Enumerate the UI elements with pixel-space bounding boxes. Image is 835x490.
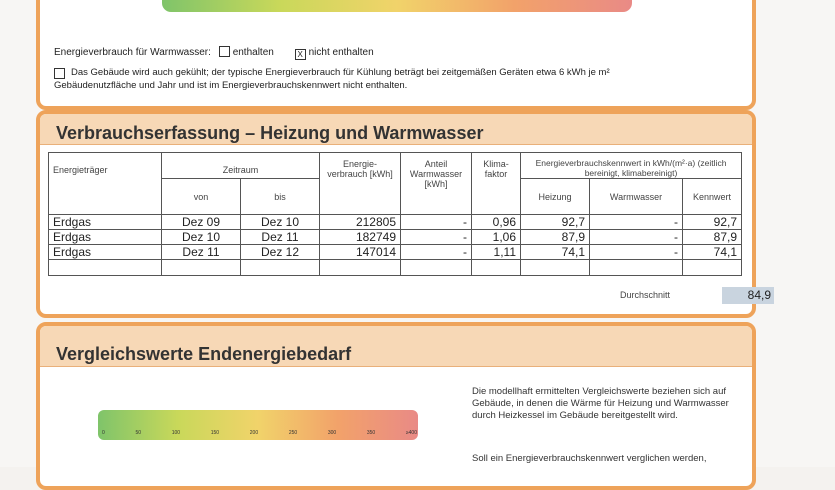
scale-label: 300 [327,430,337,436]
col-von: von [162,179,241,215]
scale-label: 100 [171,430,181,436]
cell-verbrauch: 182749 [320,230,401,245]
cell-warmwasser: - [590,215,683,230]
cell-bis: Dez 10 [241,215,320,230]
energy-scale-bar [162,0,632,12]
col-verbrauch: Energie-verbrauch [kWh] [320,153,401,215]
table-row-empty [49,260,742,276]
cell-heizung: 74,1 [521,245,590,260]
col-bis: bis [241,179,320,215]
cell-anteil: - [401,245,472,260]
scale-label: ≥400 [405,430,417,436]
cell-verbrauch: 147014 [320,245,401,260]
col-anteil: Anteil Warmwasser [kWh] [401,153,472,215]
table-row [49,215,742,230]
cell-von: Dez 09 [162,215,241,230]
consumption-table [48,152,742,276]
cell-kennwert: 74,1 [683,245,742,260]
scale-label: 50 [135,430,142,436]
cell-kennwert: 87,9 [683,230,742,245]
warmwater-row [54,46,374,60]
cell-kennwert: 92,7 [683,215,742,230]
col-kennwert-group: Energieverbrauchskennwert in kWh/(m²·a) (zeitlich bereinigt, klimabereinigt) [521,153,742,179]
col-klima: Klima-faktor [472,153,521,215]
scale-label: 150 [210,430,220,436]
section-title: Verbrauchserfassung – Heizung und Warmwasser [56,123,484,143]
consumption-section [36,110,771,318]
comparison-explanation-2: Soll ein Energieverbrauchskennwert verglichen werden, [472,453,707,464]
cell-traeger: Erdgas [49,230,162,245]
cell-verbrauch: 212805 [320,215,401,230]
table-row [49,245,742,260]
comparison-explanation: Die modellhaft ermittelten Vergleichswerte beziehen sich auf Gebäude, in denen die Wärme für Heizung und Warmwasser durch Heizkessel im Gebäude bereitgestellt wird. [472,386,729,421]
cooling-row [54,66,654,92]
cell-klima: 1,11 [472,245,521,260]
col-kennwert: Kennwert [683,179,742,215]
cell-klima: 0,96 [472,215,521,230]
average-label: Durchschnitt [620,290,671,300]
scale-labels [102,430,417,436]
cell-heizung: 87,9 [521,230,590,245]
col-heizung: Heizung [521,179,590,215]
average-value: 84,9 [722,287,774,304]
cell-heizung: 92,7 [521,215,590,230]
scale-label: 350 [366,430,376,436]
section2-title: Vergleichswerte Endenergiebedarf [56,344,352,364]
cell-anteil: - [401,230,472,245]
scale-label: 0 [102,430,105,436]
comparison-section [36,322,756,490]
warmwater-label: Energieverbrauch für Warmwasser: [54,47,211,58]
cooling-text: Das Gebäude wird auch gekühlt; der typische Energieverbrauch für Kühlung beträgt bei zeitgemäßen Geräten etwa 6 kWh je m² Gebäudenutzfläche und Jahr und ist im Energieverbrauchskennwert nicht enthalten. [54,67,610,91]
cell-von: Dez 11 [162,245,241,260]
enthalten-checkbox[interactable] [219,46,230,57]
cell-warmwasser: - [590,245,683,260]
cell-anteil: - [401,215,472,230]
nicht-enthalten-label: nicht enthalten [308,47,374,58]
cell-von: Dez 10 [162,230,241,245]
cooling-checkbox[interactable] [54,68,65,79]
col-zeitraum: Zeitraum [162,153,320,179]
cell-bis: Dez 12 [241,245,320,260]
scale-label: 250 [288,430,298,436]
consumption-summary-box [36,0,756,110]
cell-bis: Dez 11 [241,230,320,245]
cell-traeger: Erdgas [49,215,162,230]
cell-klima: 1,06 [472,230,521,245]
cell-warmwasser: - [590,230,683,245]
col-traeger: Energieträger [49,153,162,215]
enthalten-label: enthalten [232,47,274,58]
table-row [49,230,742,245]
scale-label: 200 [249,430,259,436]
nicht-enthalten-checkbox[interactable]: X [295,49,306,60]
col-warmwasser: Warmwasser [590,179,683,215]
cell-traeger: Erdgas [49,245,162,260]
